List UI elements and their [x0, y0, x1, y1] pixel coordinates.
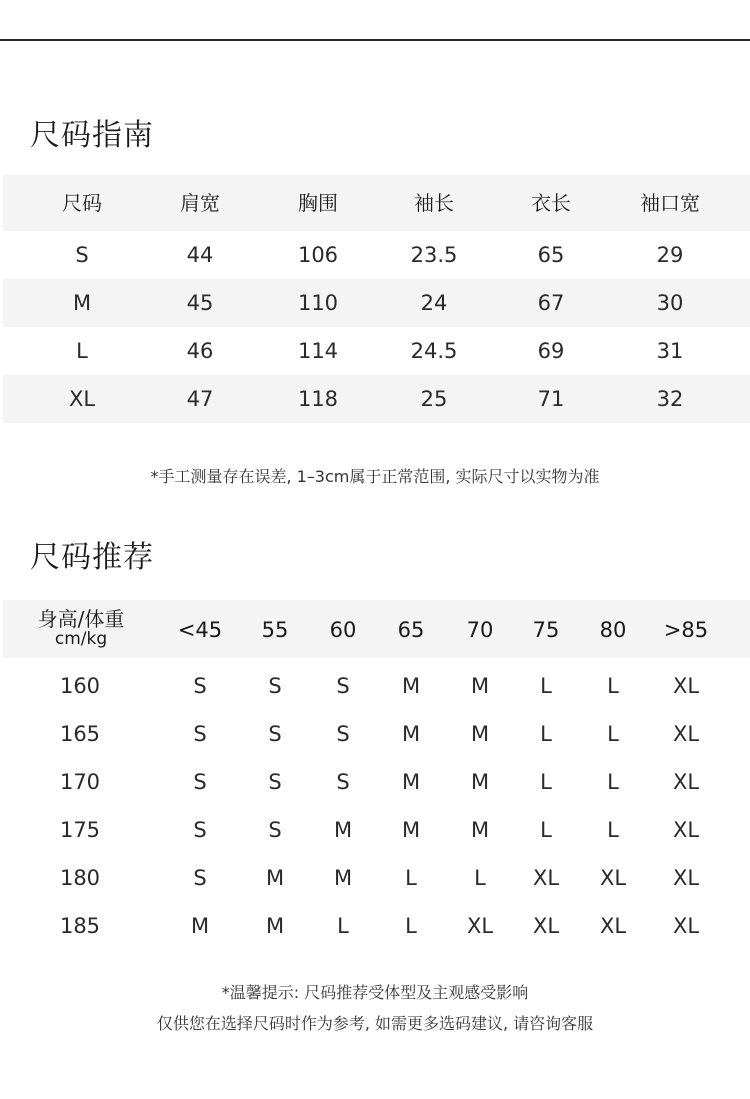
recommended-size-cell: XL [599, 914, 627, 938]
measurement-cell: 44 [186, 243, 214, 267]
recommended-size-cell: S [193, 770, 207, 794]
recommended-size-cell: XL [532, 914, 560, 938]
measurement-cell: 32 [656, 387, 684, 411]
recommended-size-cell: L [540, 674, 552, 698]
recommended-size-cell: M [470, 674, 490, 698]
recommended-size-cell: M [265, 866, 285, 890]
weight-header-cell: 65 [397, 618, 425, 642]
weight-header-cell: 70 [466, 618, 494, 642]
weight-header-cell: <45 [177, 618, 223, 642]
size-label-cell: M [72, 291, 92, 315]
size-guide-title: 尺码指南 [30, 118, 154, 153]
height-cell: 160 [59, 674, 101, 698]
recommended-size-cell: XL [672, 770, 700, 794]
measurement-cell: 24.5 [410, 339, 458, 363]
weight-header-cell: 80 [599, 618, 627, 642]
measurement-cell: 46 [186, 339, 214, 363]
recommended-size-cell: XL [672, 674, 700, 698]
recommended-size-cell: M [401, 818, 421, 842]
recommended-size-cell: S [268, 674, 282, 698]
size-recommend-title: 尺码推荐 [30, 540, 154, 575]
recommend-note-line2: 仅供您在选择尺码时作为参考, 如需更多选码建议, 请咨询客服 [156, 1014, 594, 1033]
recommended-size-cell: L [474, 866, 486, 890]
recommended-size-cell: L [607, 674, 619, 698]
recommended-size-cell: M [401, 770, 421, 794]
measurement-cell: 24 [420, 291, 448, 315]
recommended-size-cell: M [265, 914, 285, 938]
recommended-size-cell: L [337, 914, 349, 938]
measurement-cell: 114 [297, 339, 339, 363]
unit-label: cm/kg [54, 629, 108, 649]
weight-header-cell: 55 [261, 618, 289, 642]
size-guide-header-cell: 袖口宽 [640, 191, 700, 215]
recommended-size-cell: S [268, 818, 282, 842]
recommended-size-cell: M [470, 722, 490, 746]
recommended-size-cell: S [193, 818, 207, 842]
recommended-size-cell: L [540, 770, 552, 794]
measurement-cell: 31 [656, 339, 684, 363]
recommended-size-cell: L [405, 914, 417, 938]
recommended-size-cell: S [268, 770, 282, 794]
recommended-size-cell: S [336, 674, 350, 698]
recommended-size-cell: M [470, 818, 490, 842]
size-label-cell: S [75, 243, 89, 267]
size-guide-header-cell: 衣长 [531, 191, 571, 215]
measurement-cell: 29 [656, 243, 684, 267]
top-divider [0, 39, 750, 41]
recommended-size-cell: XL [672, 866, 700, 890]
height-cell: 180 [59, 866, 101, 890]
measurement-cell: 110 [297, 291, 339, 315]
size-guide-note: *手工测量存在误差, 1–3cm属于正常范围, 实际尺寸以实物为准 [150, 467, 600, 486]
recommended-size-cell: S [193, 674, 207, 698]
height-cell: 185 [59, 914, 101, 938]
size-guide-header-cell: 尺码 [62, 191, 102, 215]
recommended-size-cell: M [401, 674, 421, 698]
height-cell: 170 [59, 770, 101, 794]
measurement-cell: 65 [537, 243, 565, 267]
measurement-cell: 23.5 [410, 243, 458, 267]
size-guide-stripe [3, 279, 750, 327]
height-weight-header [38, 609, 125, 648]
recommended-size-cell: S [193, 722, 207, 746]
recommended-size-cell: L [607, 722, 619, 746]
measurement-cell: 106 [297, 243, 339, 267]
measurement-cell: 69 [537, 339, 565, 363]
recommended-size-cell: M [190, 914, 210, 938]
measurement-cell: 25 [420, 387, 448, 411]
height-cell: 165 [59, 722, 101, 746]
recommended-size-cell: XL [599, 866, 627, 890]
recommended-size-cell: M [401, 722, 421, 746]
size-guide-stripe [3, 375, 750, 423]
measurement-cell: 47 [186, 387, 214, 411]
size-guide-header-cell: 袖长 [414, 191, 454, 215]
recommended-size-cell: L [540, 818, 552, 842]
measurement-cell: 67 [537, 291, 565, 315]
recommended-size-cell: S [336, 722, 350, 746]
recommended-size-cell: L [405, 866, 417, 890]
height-cell: 175 [59, 818, 101, 842]
size-label-cell: XL [68, 387, 96, 411]
recommended-size-cell: XL [672, 914, 700, 938]
weight-header-cell: 60 [329, 618, 357, 642]
recommended-size-cell: XL [466, 914, 494, 938]
size-guide-header-cell: 肩宽 [180, 191, 220, 215]
measurement-cell: 30 [656, 291, 684, 315]
recommended-size-cell: XL [672, 722, 700, 746]
recommended-size-cell: S [193, 866, 207, 890]
recommend-note-line1: *温馨提示: 尺码推荐受体型及主观感受影响 [221, 983, 529, 1002]
recommended-size-cell: S [336, 770, 350, 794]
recommended-size-cell: XL [532, 866, 560, 890]
size-label-cell: L [76, 339, 88, 363]
measurement-cell: 71 [537, 387, 565, 411]
measurement-cell: 45 [186, 291, 214, 315]
measurement-cell: 118 [297, 387, 339, 411]
recommended-size-cell: L [607, 770, 619, 794]
recommended-size-cell: XL [672, 818, 700, 842]
size-guide-header-cell: 胸围 [298, 191, 338, 215]
recommended-size-cell: M [333, 818, 353, 842]
weight-header-cell: 75 [532, 618, 560, 642]
height-weight-label: 身高/体重 [37, 607, 125, 631]
recommended-size-cell: L [607, 818, 619, 842]
recommended-size-cell: L [540, 722, 552, 746]
size-guide-header-band [3, 175, 750, 231]
weight-header-cell: >85 [663, 618, 709, 642]
recommended-size-cell: M [333, 866, 353, 890]
recommended-size-cell: M [470, 770, 490, 794]
recommended-size-cell: S [268, 722, 282, 746]
